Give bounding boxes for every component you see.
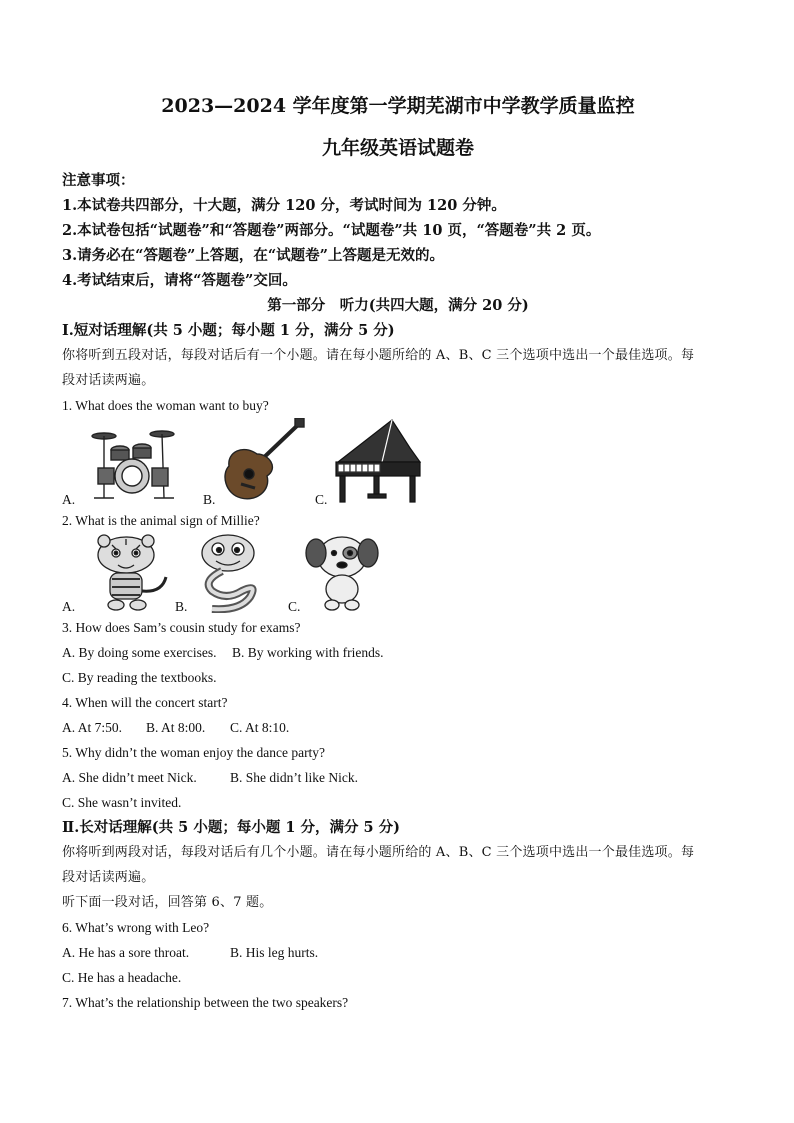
- guitar-icon: [217, 418, 307, 504]
- q3-option-c: C. By reading the textbooks.: [62, 670, 217, 685]
- option-label-c: C.: [315, 492, 328, 507]
- section2-heading: Ⅱ.长对话理解(共 5 小题；每小题 1 分，满分 5 分): [62, 819, 401, 836]
- section2-instruction-cont: 段对话读两遍。: [62, 870, 155, 885]
- question-7: 7. What’s the relationship between the two speakers?: [62, 995, 349, 1010]
- notice-item: 3.请务必在“答题卷”上答题，在“试题卷”上答题是无效的。: [62, 247, 444, 264]
- notice-heading: 注意事项：: [62, 172, 135, 189]
- q4-option-c: C. At 8:10.: [230, 720, 290, 735]
- question-2: 2. What is the animal sign of Millie?: [62, 513, 260, 528]
- notice-item: 2.本试卷包括“试题卷”和“答题卷”两部分。“试题卷”共 10 页，“答题卷”共 2 页。: [62, 222, 601, 239]
- section1-instruction-cont: 段对话读两遍。: [62, 373, 155, 388]
- section2-instruction: 你将听到两段对话，每段对话后有几个小题。请在每小题所给的 A、B、C 三个选项中选出一个最佳选项。每: [62, 845, 695, 860]
- part1-heading: 第一部分 听力(共四大题，满分 20 分): [267, 297, 529, 314]
- exam-page: [62, 92, 734, 1015]
- q4-options-row: [62, 715, 734, 740]
- notice-item: 4.考试结束后，请将“答题卷”交回。: [62, 272, 297, 289]
- question-3: 3. How does Sam’s cousin study for exams?: [62, 620, 301, 635]
- section1-instruction: 你将听到五段对话，每段对话后有一个小题。请在每小题所给的 A、B、C 三个选项中选出一个最佳选项。每: [62, 348, 695, 363]
- piano-icon: [332, 418, 424, 506]
- q6-option-a: A. He has a sore throat.: [62, 945, 190, 960]
- q3-option-b: B. By working with friends.: [232, 645, 384, 660]
- q3-option-a: A. By doing some exercises.: [62, 645, 217, 660]
- q5-option-b: B. She didn’t like Nick.: [230, 770, 358, 785]
- q6-options-row: [62, 940, 734, 965]
- q4-option-b: B. At 8:00.: [146, 720, 206, 735]
- snake-icon: [192, 533, 266, 613]
- q5-option-c: C. She wasn’t invited.: [62, 795, 182, 810]
- option-label-a: A.: [62, 599, 76, 614]
- exam-subtitle: 九年级英语试题卷: [321, 137, 474, 159]
- option-label-b: B.: [203, 492, 216, 507]
- drum-kit-icon: [84, 424, 180, 502]
- question-5: 5. Why didn’t the woman enjoy the dance party?: [62, 745, 326, 760]
- option-label-c: C.: [288, 599, 301, 614]
- q1-picture-options: [62, 418, 734, 508]
- tiger-icon: [82, 533, 172, 613]
- question-6: 6. What’s wrong with Leo?: [62, 920, 210, 935]
- q2-picture-options: [62, 533, 734, 615]
- section1-heading: I.短对话理解(共 5 小题；每小题 1 分，满分 5 分): [62, 322, 395, 339]
- notice-item: 1.本试卷共四部分，十大题，满分 120 分，考试时间为 120 分钟。: [62, 197, 506, 214]
- option-label-a: A.: [62, 492, 76, 507]
- dog-icon: [302, 533, 382, 613]
- q3-options-row: [62, 640, 734, 665]
- question-1: 1. What does the woman want to buy?: [62, 398, 269, 413]
- q5-option-a: A. She didn’t meet Nick.: [62, 770, 197, 785]
- option-label-b: B.: [175, 599, 188, 614]
- question-4: 4. When will the concert start?: [62, 695, 228, 710]
- q6-option-c: C. He has a headache.: [62, 970, 182, 985]
- q5-options-row: [62, 765, 734, 790]
- exam-title: 2023—2024 学年度第一学期芜湖市中学教学质量监控: [161, 95, 635, 117]
- q4-option-a: A. At 7:50.: [62, 720, 123, 735]
- q6-option-b: B. His leg hurts.: [230, 945, 319, 960]
- section2-subinstruction: 听下面一段对话，回答第 6、7 题。: [62, 895, 273, 910]
